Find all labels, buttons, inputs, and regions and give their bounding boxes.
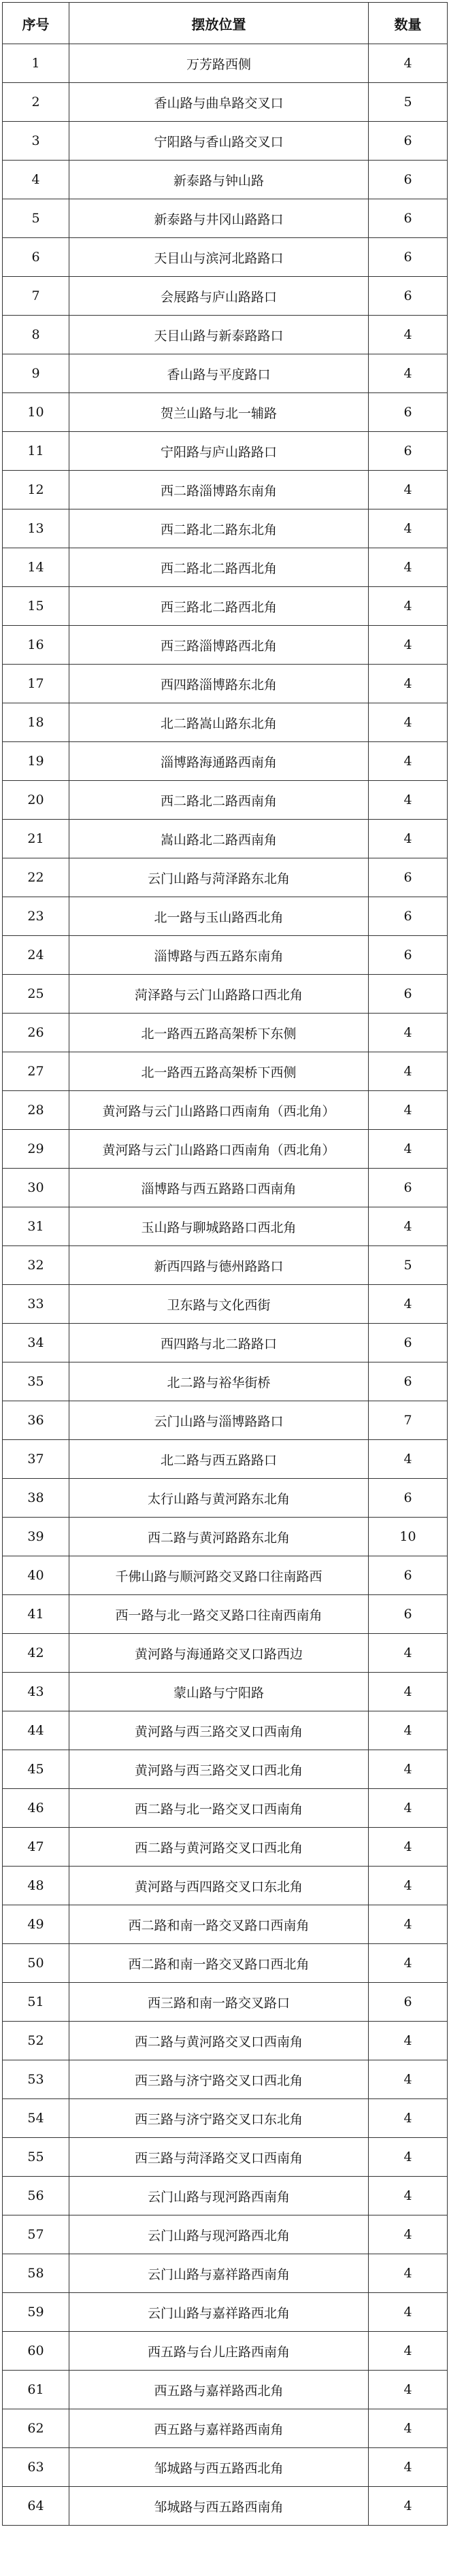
table-row bbox=[3, 509, 448, 548]
row-number-cell: 4 bbox=[3, 161, 69, 199]
location-cell: 北二路与裕华街桥 bbox=[69, 1362, 369, 1401]
count-cell: 4 bbox=[369, 1440, 448, 1479]
location-cell: 云门山路与菏泽路东北角 bbox=[69, 858, 369, 897]
row-number-cell: 37 bbox=[3, 1440, 69, 1479]
header-location: 摆放位置 bbox=[69, 3, 369, 44]
row-number-cell: 47 bbox=[3, 1828, 69, 1867]
count-cell: 4 bbox=[369, 587, 448, 626]
table-row bbox=[3, 1905, 448, 1944]
table-row bbox=[3, 316, 448, 354]
location-cell: 西五路与嘉祥路西北角 bbox=[69, 2371, 369, 2409]
row-number-cell: 32 bbox=[3, 1246, 69, 1285]
count-cell: 4 bbox=[369, 2448, 448, 2487]
table-row bbox=[3, 1285, 448, 1324]
table-row bbox=[3, 2371, 448, 2409]
row-number-cell: 11 bbox=[3, 432, 69, 471]
row-number-cell: 5 bbox=[3, 199, 69, 238]
location-cell: 北一路与玉山路西北角 bbox=[69, 897, 369, 936]
count-cell: 6 bbox=[369, 277, 448, 316]
table-row bbox=[3, 665, 448, 703]
location-cell: 西二路北二路东北角 bbox=[69, 509, 369, 548]
count-cell: 4 bbox=[369, 2293, 448, 2332]
location-cell: 嵩山路北二路西南角 bbox=[69, 820, 369, 858]
row-number-cell: 60 bbox=[3, 2332, 69, 2371]
location-cell: 千佛山路与顺河路交叉路口往南路西 bbox=[69, 1556, 369, 1595]
count-cell: 4 bbox=[369, 2099, 448, 2138]
row-number-cell: 2 bbox=[3, 83, 69, 122]
count-cell: 4 bbox=[369, 44, 448, 83]
count-cell: 4 bbox=[369, 1905, 448, 1944]
count-cell: 6 bbox=[369, 1362, 448, 1401]
count-cell: 4 bbox=[369, 1789, 448, 1828]
row-number-cell: 26 bbox=[3, 1014, 69, 1052]
row-number-cell: 1 bbox=[3, 44, 69, 83]
row-number-cell: 9 bbox=[3, 354, 69, 393]
row-number-cell: 7 bbox=[3, 277, 69, 316]
table-row bbox=[3, 2409, 448, 2448]
row-number-cell: 40 bbox=[3, 1556, 69, 1595]
table-row bbox=[3, 2215, 448, 2254]
table-row bbox=[3, 703, 448, 742]
location-cell: 黄河路与云门山路路口西南角（西北角） bbox=[69, 1130, 369, 1169]
row-number-cell: 52 bbox=[3, 2022, 69, 2060]
count-cell: 4 bbox=[369, 2409, 448, 2448]
location-cell: 邹城路与西五路西南角 bbox=[69, 2487, 369, 2526]
table-row bbox=[3, 277, 448, 316]
count-cell: 4 bbox=[369, 1750, 448, 1789]
table-row bbox=[3, 2293, 448, 2332]
count-cell: 4 bbox=[369, 665, 448, 703]
count-cell: 4 bbox=[369, 1285, 448, 1324]
count-cell: 4 bbox=[369, 1052, 448, 1091]
location-cell: 西二路和南一路交叉路口西南角 bbox=[69, 1905, 369, 1944]
count-cell: 6 bbox=[369, 1595, 448, 1634]
table-row bbox=[3, 1518, 448, 1556]
count-cell: 4 bbox=[369, 742, 448, 781]
count-cell: 6 bbox=[369, 975, 448, 1014]
table-row bbox=[3, 781, 448, 820]
row-number-cell: 31 bbox=[3, 1207, 69, 1246]
count-cell: 6 bbox=[369, 1169, 448, 1207]
location-cell: 西二路与北一路交叉口西南角 bbox=[69, 1789, 369, 1828]
row-number-cell: 61 bbox=[3, 2371, 69, 2409]
count-cell: 4 bbox=[369, 2215, 448, 2254]
row-number-cell: 38 bbox=[3, 1479, 69, 1518]
row-number-cell: 22 bbox=[3, 858, 69, 897]
count-cell: 6 bbox=[369, 122, 448, 161]
row-number-cell: 55 bbox=[3, 2138, 69, 2177]
table-header-row bbox=[3, 3, 448, 44]
location-cell: 西四路与北二路路口 bbox=[69, 1324, 369, 1362]
table-row bbox=[3, 1634, 448, 1673]
location-cell: 天目山与滨河北路路口 bbox=[69, 238, 369, 277]
location-cell: 西二路与黄河路交叉口西南角 bbox=[69, 2022, 369, 2060]
count-cell: 4 bbox=[369, 1867, 448, 1905]
row-number-cell: 27 bbox=[3, 1052, 69, 1091]
row-number-cell: 19 bbox=[3, 742, 69, 781]
row-number-cell: 12 bbox=[3, 471, 69, 509]
row-number-cell: 51 bbox=[3, 1983, 69, 2022]
location-cell: 淄博路与西五路路口西南角 bbox=[69, 1169, 369, 1207]
row-number-cell: 33 bbox=[3, 1285, 69, 1324]
table-row bbox=[3, 1556, 448, 1595]
table-row bbox=[3, 238, 448, 277]
table-row bbox=[3, 2138, 448, 2177]
row-number-cell: 43 bbox=[3, 1673, 69, 1711]
count-cell: 6 bbox=[369, 238, 448, 277]
count-cell: 6 bbox=[369, 199, 448, 238]
row-number-cell: 15 bbox=[3, 587, 69, 626]
location-cell: 北二路嵩山路东北角 bbox=[69, 703, 369, 742]
count-cell: 4 bbox=[369, 548, 448, 587]
table-row bbox=[3, 1983, 448, 2022]
count-cell: 6 bbox=[369, 1556, 448, 1595]
count-cell: 4 bbox=[369, 354, 448, 393]
table-row bbox=[3, 161, 448, 199]
row-number-cell: 64 bbox=[3, 2487, 69, 2526]
location-cell: 黄河路与西四路交叉口东北角 bbox=[69, 1867, 369, 1905]
row-number-cell: 17 bbox=[3, 665, 69, 703]
table-row bbox=[3, 858, 448, 897]
location-cell: 西三路北二路西北角 bbox=[69, 587, 369, 626]
table-row bbox=[3, 1867, 448, 1905]
count-cell: 4 bbox=[369, 1828, 448, 1867]
table-row bbox=[3, 1673, 448, 1711]
row-number-cell: 41 bbox=[3, 1595, 69, 1634]
location-cell: 黄河路与西三路交叉口西南角 bbox=[69, 1711, 369, 1750]
location-cell: 西二路淄博路东南角 bbox=[69, 471, 369, 509]
row-number-cell: 50 bbox=[3, 1944, 69, 1983]
row-number-cell: 48 bbox=[3, 1867, 69, 1905]
location-cell: 西三路与菏泽路交叉口西南角 bbox=[69, 2138, 369, 2177]
row-number-cell: 24 bbox=[3, 936, 69, 975]
count-cell: 4 bbox=[369, 2332, 448, 2371]
table-row bbox=[3, 471, 448, 509]
location-cell: 万芳路西侧 bbox=[69, 44, 369, 83]
table-row bbox=[3, 2487, 448, 2526]
table-row bbox=[3, 44, 448, 83]
row-number-cell: 35 bbox=[3, 1362, 69, 1401]
row-number-cell: 25 bbox=[3, 975, 69, 1014]
location-cell: 云门山路与嘉祥路西南角 bbox=[69, 2254, 369, 2293]
location-cell: 宁阳路与香山路交叉口 bbox=[69, 122, 369, 161]
location-cell: 黄河路与海通路交叉口路西边 bbox=[69, 1634, 369, 1673]
count-cell: 6 bbox=[369, 432, 448, 471]
table-row bbox=[3, 2177, 448, 2215]
table-row bbox=[3, 2060, 448, 2099]
count-cell: 6 bbox=[369, 393, 448, 432]
row-number-cell: 16 bbox=[3, 626, 69, 665]
location-cell: 黄河路与西三路交叉口西北角 bbox=[69, 1750, 369, 1789]
table-row bbox=[3, 897, 448, 936]
location-cell: 北一路西五路高架桥下东侧 bbox=[69, 1014, 369, 1052]
location-cell: 邹城路与西五路西北角 bbox=[69, 2448, 369, 2487]
location-cell: 蒙山路与宁阳路 bbox=[69, 1673, 369, 1711]
row-number-cell: 36 bbox=[3, 1401, 69, 1440]
location-cell: 西三路和南一路交叉路口 bbox=[69, 1983, 369, 2022]
table-row bbox=[3, 1828, 448, 1867]
table-row bbox=[3, 1169, 448, 1207]
location-cell: 西五路与嘉祥路西南角 bbox=[69, 2409, 369, 2448]
table-row bbox=[3, 83, 448, 122]
row-number-cell: 56 bbox=[3, 2177, 69, 2215]
location-cell: 西二路北二路西北角 bbox=[69, 548, 369, 587]
count-cell: 4 bbox=[369, 2487, 448, 2526]
count-cell: 4 bbox=[369, 781, 448, 820]
row-number-cell: 13 bbox=[3, 509, 69, 548]
table-row bbox=[3, 2448, 448, 2487]
location-cell: 西二路和南一路交叉路口西北角 bbox=[69, 1944, 369, 1983]
count-cell: 4 bbox=[369, 2371, 448, 2409]
count-cell: 4 bbox=[369, 509, 448, 548]
count-cell: 4 bbox=[369, 1944, 448, 1983]
count-cell: 5 bbox=[369, 83, 448, 122]
location-cell: 西二路与黄河路交叉口西北角 bbox=[69, 1828, 369, 1867]
row-number-cell: 62 bbox=[3, 2409, 69, 2448]
table-row bbox=[3, 1401, 448, 1440]
table-row bbox=[3, 1246, 448, 1285]
row-number-cell: 14 bbox=[3, 548, 69, 587]
location-cell: 云门山路与现河路西南角 bbox=[69, 2177, 369, 2215]
table-row bbox=[3, 122, 448, 161]
location-cell: 云门山路与现河路西北角 bbox=[69, 2215, 369, 2254]
row-number-cell: 58 bbox=[3, 2254, 69, 2293]
row-number-cell: 23 bbox=[3, 897, 69, 936]
row-number-cell: 54 bbox=[3, 2099, 69, 2138]
row-number-cell: 18 bbox=[3, 703, 69, 742]
row-number-cell: 6 bbox=[3, 238, 69, 277]
table-row bbox=[3, 1595, 448, 1634]
location-cell: 西四路淄博路东北角 bbox=[69, 665, 369, 703]
location-cell: 香山路与平度路口 bbox=[69, 354, 369, 393]
count-cell: 4 bbox=[369, 2022, 448, 2060]
count-cell: 5 bbox=[369, 1246, 448, 1285]
count-cell: 6 bbox=[369, 1983, 448, 2022]
location-cell: 西一路与北一路交叉路口往南西南角 bbox=[69, 1595, 369, 1634]
count-cell: 4 bbox=[369, 471, 448, 509]
location-cell: 香山路与曲阜路交叉口 bbox=[69, 83, 369, 122]
row-number-cell: 59 bbox=[3, 2293, 69, 2332]
location-cell: 北一路西五路高架桥下西侧 bbox=[69, 1052, 369, 1091]
row-number-cell: 30 bbox=[3, 1169, 69, 1207]
count-cell: 4 bbox=[369, 626, 448, 665]
table-row bbox=[3, 936, 448, 975]
location-cell: 玉山路与聊城路路口西北角 bbox=[69, 1207, 369, 1246]
row-number-cell: 3 bbox=[3, 122, 69, 161]
table-row bbox=[3, 626, 448, 665]
count-cell: 4 bbox=[369, 1091, 448, 1130]
table-row bbox=[3, 393, 448, 432]
table-row bbox=[3, 354, 448, 393]
count-cell: 6 bbox=[369, 897, 448, 936]
location-cell: 卫东路与文化西街 bbox=[69, 1285, 369, 1324]
location-cell: 天目山路与新泰路路口 bbox=[69, 316, 369, 354]
location-cell: 太行山路与黄河路东北角 bbox=[69, 1479, 369, 1518]
row-number-cell: 28 bbox=[3, 1091, 69, 1130]
location-cell: 宁阳路与庐山路路口 bbox=[69, 432, 369, 471]
count-cell: 6 bbox=[369, 161, 448, 199]
location-cell: 新西四路与德州路路口 bbox=[69, 1246, 369, 1285]
count-cell: 6 bbox=[369, 858, 448, 897]
count-cell: 4 bbox=[369, 1634, 448, 1673]
row-number-cell: 63 bbox=[3, 2448, 69, 2487]
row-number-cell: 45 bbox=[3, 1750, 69, 1789]
count-cell: 4 bbox=[369, 703, 448, 742]
row-number-cell: 10 bbox=[3, 393, 69, 432]
table-row bbox=[3, 1091, 448, 1130]
location-cell: 贺兰山路与北一辅路 bbox=[69, 393, 369, 432]
row-number-cell: 49 bbox=[3, 1905, 69, 1944]
location-cell: 黄河路与云门山路路口西南角（西北角） bbox=[69, 1091, 369, 1130]
table-row bbox=[3, 1789, 448, 1828]
location-cell: 淄博路与西五路东南角 bbox=[69, 936, 369, 975]
count-cell: 6 bbox=[369, 1324, 448, 1362]
row-number-cell: 46 bbox=[3, 1789, 69, 1828]
row-number-cell: 53 bbox=[3, 2060, 69, 2099]
table-row bbox=[3, 2099, 448, 2138]
table-body bbox=[3, 44, 448, 2526]
table-row bbox=[3, 1207, 448, 1246]
location-cell: 西三路与济宁路交叉口东北角 bbox=[69, 2099, 369, 2138]
count-cell: 6 bbox=[369, 936, 448, 975]
count-cell: 6 bbox=[369, 1479, 448, 1518]
row-number-cell: 39 bbox=[3, 1518, 69, 1556]
location-cell: 云门山路与淄博路路口 bbox=[69, 1401, 369, 1440]
location-cell: 会展路与庐山路路口 bbox=[69, 277, 369, 316]
table-row bbox=[3, 1324, 448, 1362]
table-row bbox=[3, 2254, 448, 2293]
table-row bbox=[3, 820, 448, 858]
count-cell: 4 bbox=[369, 1711, 448, 1750]
location-cell: 西三路淄博路西北角 bbox=[69, 626, 369, 665]
table-row bbox=[3, 1479, 448, 1518]
location-cell: 西三路与济宁路交叉口西北角 bbox=[69, 2060, 369, 2099]
location-cell: 西二路与黄河路路东北角 bbox=[69, 1518, 369, 1556]
table-row bbox=[3, 1711, 448, 1750]
table-row bbox=[3, 1362, 448, 1401]
table-row bbox=[3, 2332, 448, 2371]
row-number-cell: 21 bbox=[3, 820, 69, 858]
count-cell: 4 bbox=[369, 1673, 448, 1711]
table-row bbox=[3, 1052, 448, 1091]
count-cell: 7 bbox=[369, 1401, 448, 1440]
location-cell: 西五路与台儿庄路西南角 bbox=[69, 2332, 369, 2371]
count-cell: 4 bbox=[369, 820, 448, 858]
count-cell: 4 bbox=[369, 2060, 448, 2099]
location-cell: 云门山路与嘉祥路西北角 bbox=[69, 2293, 369, 2332]
table-row bbox=[3, 742, 448, 781]
table-row bbox=[3, 548, 448, 587]
count-cell: 4 bbox=[369, 2177, 448, 2215]
table-row bbox=[3, 2022, 448, 2060]
row-number-cell: 42 bbox=[3, 1634, 69, 1673]
count-cell: 4 bbox=[369, 316, 448, 354]
location-cell: 新泰路与井冈山路路口 bbox=[69, 199, 369, 238]
table-row bbox=[3, 1750, 448, 1789]
count-cell: 4 bbox=[369, 1207, 448, 1246]
table-row bbox=[3, 199, 448, 238]
count-cell: 4 bbox=[369, 2138, 448, 2177]
table-row bbox=[3, 1014, 448, 1052]
placement-table bbox=[2, 2, 448, 2526]
location-cell: 新泰路与钟山路 bbox=[69, 161, 369, 199]
location-cell: 北二路与西五路路口 bbox=[69, 1440, 369, 1479]
count-cell: 4 bbox=[369, 2254, 448, 2293]
table-row bbox=[3, 587, 448, 626]
table-row bbox=[3, 432, 448, 471]
count-cell: 10 bbox=[369, 1518, 448, 1556]
row-number-cell: 20 bbox=[3, 781, 69, 820]
row-number-cell: 57 bbox=[3, 2215, 69, 2254]
table-row bbox=[3, 1130, 448, 1169]
location-cell: 西二路北二路西南角 bbox=[69, 781, 369, 820]
header-no: 序号 bbox=[3, 3, 69, 44]
count-cell: 4 bbox=[369, 1130, 448, 1169]
location-cell: 淄博路海通路西南角 bbox=[69, 742, 369, 781]
table-row bbox=[3, 1440, 448, 1479]
location-cell: 菏泽路与云门山路路口西北角 bbox=[69, 975, 369, 1014]
table-row bbox=[3, 1944, 448, 1983]
table-row bbox=[3, 975, 448, 1014]
row-number-cell: 8 bbox=[3, 316, 69, 354]
row-number-cell: 34 bbox=[3, 1324, 69, 1362]
count-cell: 4 bbox=[369, 1014, 448, 1052]
header-count: 数量 bbox=[369, 3, 448, 44]
row-number-cell: 29 bbox=[3, 1130, 69, 1169]
row-number-cell: 44 bbox=[3, 1711, 69, 1750]
